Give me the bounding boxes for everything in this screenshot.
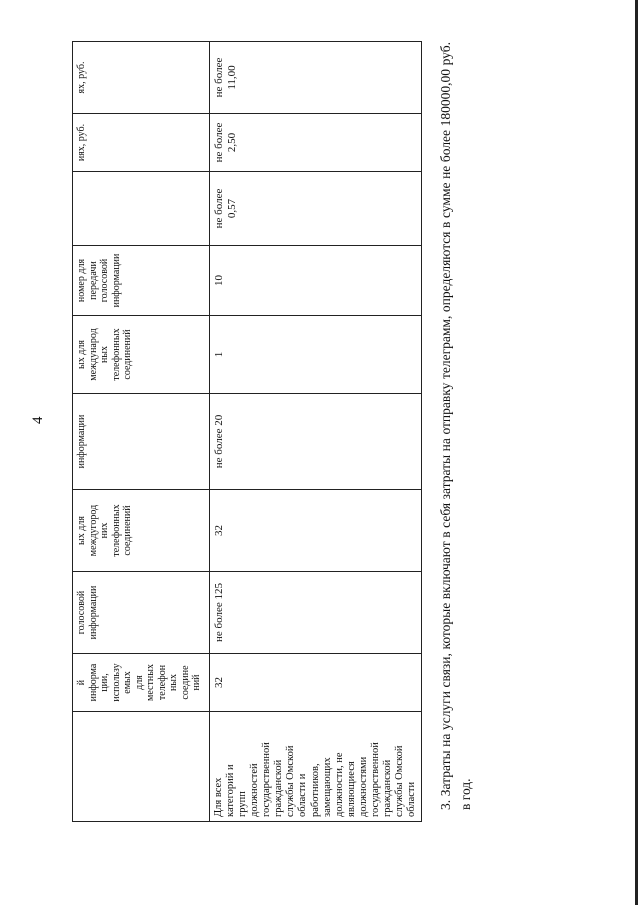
header-cell: ых для международ ных телефонных соединений (73, 316, 210, 394)
table-header-row (73, 42, 210, 822)
value-cell: 32 (210, 490, 422, 572)
header-cell (73, 172, 210, 246)
page-edge-line (635, 0, 638, 905)
header-cell: иях, руб. (73, 114, 210, 172)
value-cell: 32 (210, 654, 422, 712)
value-cell: не более 2,50 (210, 114, 422, 172)
header-cell: ях, руб. (73, 42, 210, 114)
value-cell: не более 0,57 (210, 172, 422, 246)
header-cell: номер для передачи голосовой информации (73, 246, 210, 316)
value-cell: не более 20 (210, 394, 422, 490)
page-number: 4 (30, 416, 46, 424)
value-cell: не более 11,00 (210, 42, 422, 114)
header-cell: голосовой информации (73, 572, 210, 654)
paragraph-telegram-costs: 3. Затраты на услуги связи, которые включают в себя затраты на отправку телеграмм, определяются в сумме не более 180000,00 руб. в год. (438, 42, 473, 810)
cost-table (72, 41, 422, 822)
header-cell: ых для междугород них телефонных соединений (73, 490, 210, 572)
table-row (210, 42, 422, 822)
value-cell: 10 (210, 246, 422, 316)
value-cell: не более 125 (210, 572, 422, 654)
header-cell (73, 712, 210, 822)
value-cell: 1 (210, 316, 422, 394)
header-cell: й информа ции, использу емых для местных телефон ных соедине ний (73, 654, 210, 712)
category-cell: Для всех категорий и групп должностей государственной гражданской службы Омской области и работников, замещающих должности, не являющиеся должностями государственной гражданской службы Омской области (210, 712, 422, 822)
rotated-content (72, 42, 522, 822)
header-cell: информации (73, 394, 210, 490)
